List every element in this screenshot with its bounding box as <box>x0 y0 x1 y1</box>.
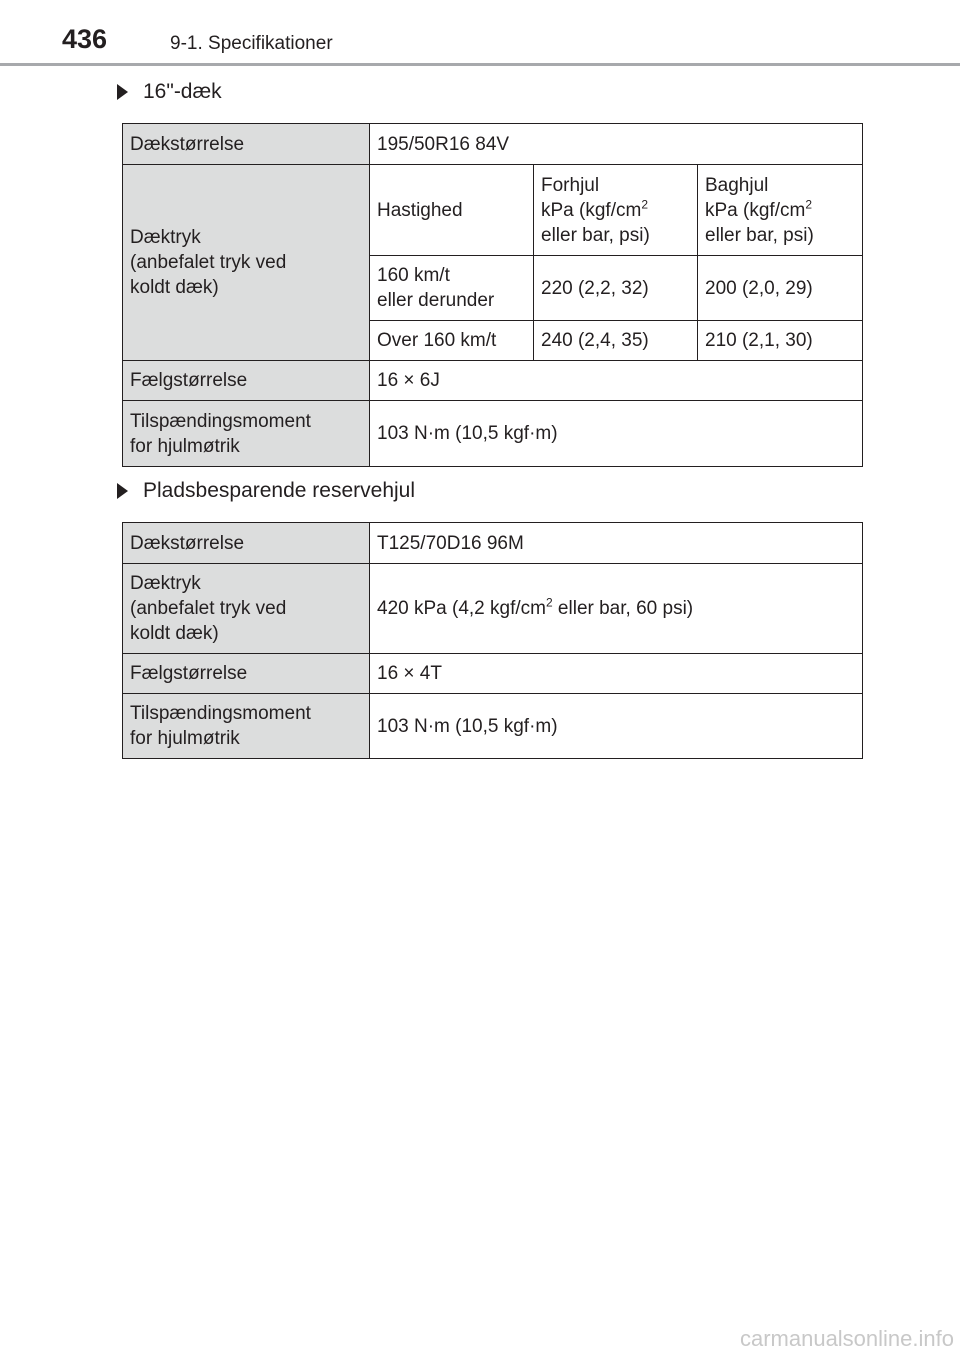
rim-size-label: Fælgstørrelse <box>123 654 370 694</box>
front-wheel-unit: kPa (kgf/cm <box>541 199 642 221</box>
rim-size-value: 16 × 4T <box>370 654 863 694</box>
torque-value: 103 N·m (10,5 kgf·m) <box>370 401 863 467</box>
triangle-bullet-icon <box>117 84 128 100</box>
tire-size-label: Dækstørrelse <box>123 523 370 564</box>
subheading-label: Pladsbesparende reservehjul <box>143 479 416 502</box>
pressure-value-sup: 2 <box>545 595 553 610</box>
table-row <box>123 165 863 256</box>
tire-spec-table-spare <box>122 522 863 759</box>
speed-cell: 160 km/t eller derunder <box>370 256 534 321</box>
tire-size-label: Dækstørrelse <box>123 124 370 165</box>
tire-spec-table-16 <box>122 123 863 467</box>
header-divider <box>0 63 960 66</box>
front-pressure-cell: 240 (2,4, 35) <box>534 321 698 361</box>
rear-wheel-unit-sup: 2 <box>805 197 812 212</box>
tire-pressure-value <box>370 564 863 654</box>
table-row <box>123 401 863 467</box>
page-number: 436 <box>62 24 108 54</box>
pressure-value-part-b: eller bar, 60 psi) <box>552 598 694 619</box>
table-row <box>123 361 863 401</box>
tire-pressure-label: Dæktryk (anbefalet tryk ved koldt dæk) <box>123 165 370 361</box>
speed-cell: Over 160 km/t <box>370 321 534 361</box>
rear-wheel-unit-rest: eller bar, psi) <box>705 224 814 246</box>
front-pressure-cell: 220 (2,2, 32) <box>534 256 698 321</box>
triangle-bullet-icon <box>117 483 128 499</box>
front-wheel-column-header <box>534 165 698 256</box>
torque-label: Tilspændingsmoment for hjulmøtrik <box>123 401 370 467</box>
front-wheel-title: Forhjul <box>541 174 600 196</box>
rear-pressure-cell: 210 (2,1, 30) <box>698 321 863 361</box>
rim-size-label: Fælgstørrelse <box>123 361 370 401</box>
pressure-value-part-a: 420 kPa (4,2 kgf/cm <box>377 598 546 619</box>
watermark: carmanualsonline.info <box>739 1326 954 1351</box>
torque-value: 103 N·m (10,5 kgf·m) <box>370 694 863 759</box>
rear-wheel-unit: kPa (kgf/cm <box>705 199 806 221</box>
tire-size-value: 195/50R16 84V <box>370 124 863 165</box>
rear-wheel-title: Baghjul <box>705 174 769 196</box>
tire-size-value: T125/70D16 96M <box>370 523 863 564</box>
table-row <box>123 523 863 564</box>
table-row <box>123 124 863 165</box>
table-row <box>123 694 863 759</box>
rear-wheel-column-header <box>698 165 863 256</box>
rim-size-value: 16 × 6J <box>370 361 863 401</box>
front-wheel-unit-rest: eller bar, psi) <box>541 224 650 246</box>
subheading-spare-tire <box>117 479 415 503</box>
subheading-16-inch-tires <box>117 80 222 104</box>
section-title: 9-1. Specifikationer <box>170 33 333 54</box>
rear-pressure-cell: 200 (2,0, 29) <box>698 256 863 321</box>
front-wheel-unit-sup: 2 <box>641 197 648 212</box>
table-row <box>123 654 863 694</box>
subheading-label: 16"-dæk <box>143 80 222 103</box>
tire-pressure-label: Dæktryk (anbefalet tryk ved koldt dæk) <box>123 564 370 654</box>
torque-label: Tilspændingsmoment for hjulmøtrik <box>123 694 370 759</box>
speed-column-header: Hastighed <box>370 165 534 256</box>
table-row <box>123 564 863 654</box>
